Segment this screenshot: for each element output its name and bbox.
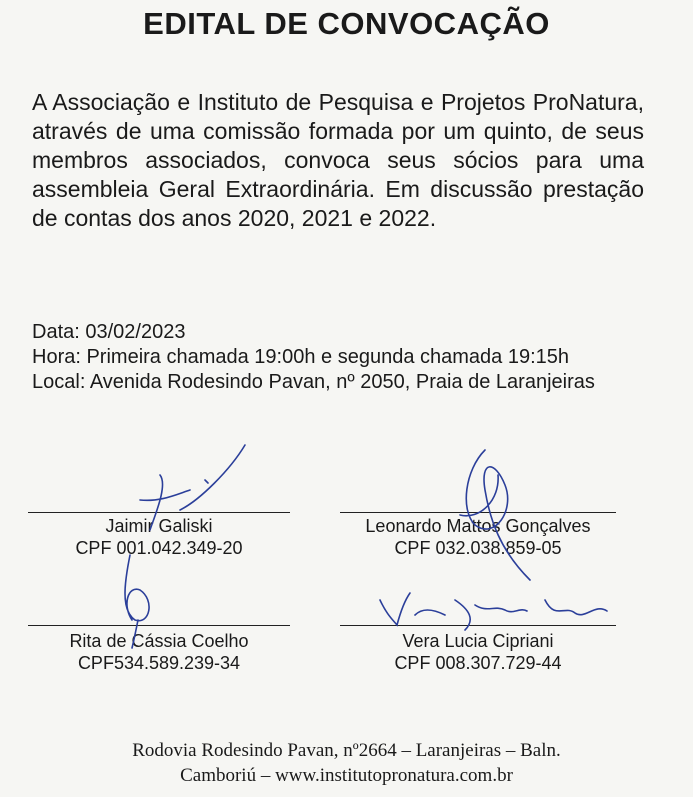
- meeting-date: Data: 03/02/2023: [32, 321, 186, 343]
- signature-line: [28, 512, 290, 513]
- document-title: EDITAL DE CONVOCAÇÃO: [143, 6, 550, 41]
- signatory-name: Jaimir Galiski: [105, 516, 213, 536]
- signatory-name: Vera Lucia Cipriani: [402, 631, 554, 651]
- signatory-1: [28, 515, 290, 559]
- signature-line: [28, 625, 290, 626]
- signatory-name: Rita de Cássia Coelho: [69, 631, 249, 651]
- footer-address: [0, 738, 693, 788]
- signatory-3: [28, 630, 290, 674]
- signature-line: [340, 625, 616, 626]
- footer-line-2: Camboriú – www.institutopronatura.com.br: [180, 765, 513, 786]
- signatory-4: [340, 630, 616, 674]
- meeting-time: Hora: Primeira chamada 19:00h e segunda chamada 19:15h: [32, 346, 570, 368]
- signatory-cpf: CPF534.589.239-34: [77, 653, 241, 673]
- handwritten-signature-leonardo: [440, 430, 550, 590]
- signatory-cpf: CPF 001.042.349-20: [75, 538, 243, 558]
- footer-line-1: Rodovia Rodesindo Pavan, nº2664 – Laranjeiras – Baln.: [132, 740, 561, 761]
- signatory-cpf: CPF 008.307.729-44: [394, 653, 562, 673]
- meeting-details: [32, 320, 644, 395]
- signatory-cpf: CPF 032.038.859-05: [394, 538, 562, 558]
- signatory-2: [340, 515, 616, 559]
- signature-line: [340, 512, 616, 513]
- signatory-name: Leonardo Mattos Gonçalves: [365, 516, 591, 536]
- convocation-body: A Associação e Instituto de Pesquisa e Projetos ProNatura, através de uma comissão formada por um quinto, de seus membros associados, convoca seus sócios para uma assembleia Geral Extraordinária. Em discussão prestação de contas dos anos 2020, 2021 e 2022.: [32, 89, 644, 231]
- meeting-location: Local: Avenida Rodesindo Pavan, nº 2050, Praia de Laranjeiras: [32, 371, 595, 393]
